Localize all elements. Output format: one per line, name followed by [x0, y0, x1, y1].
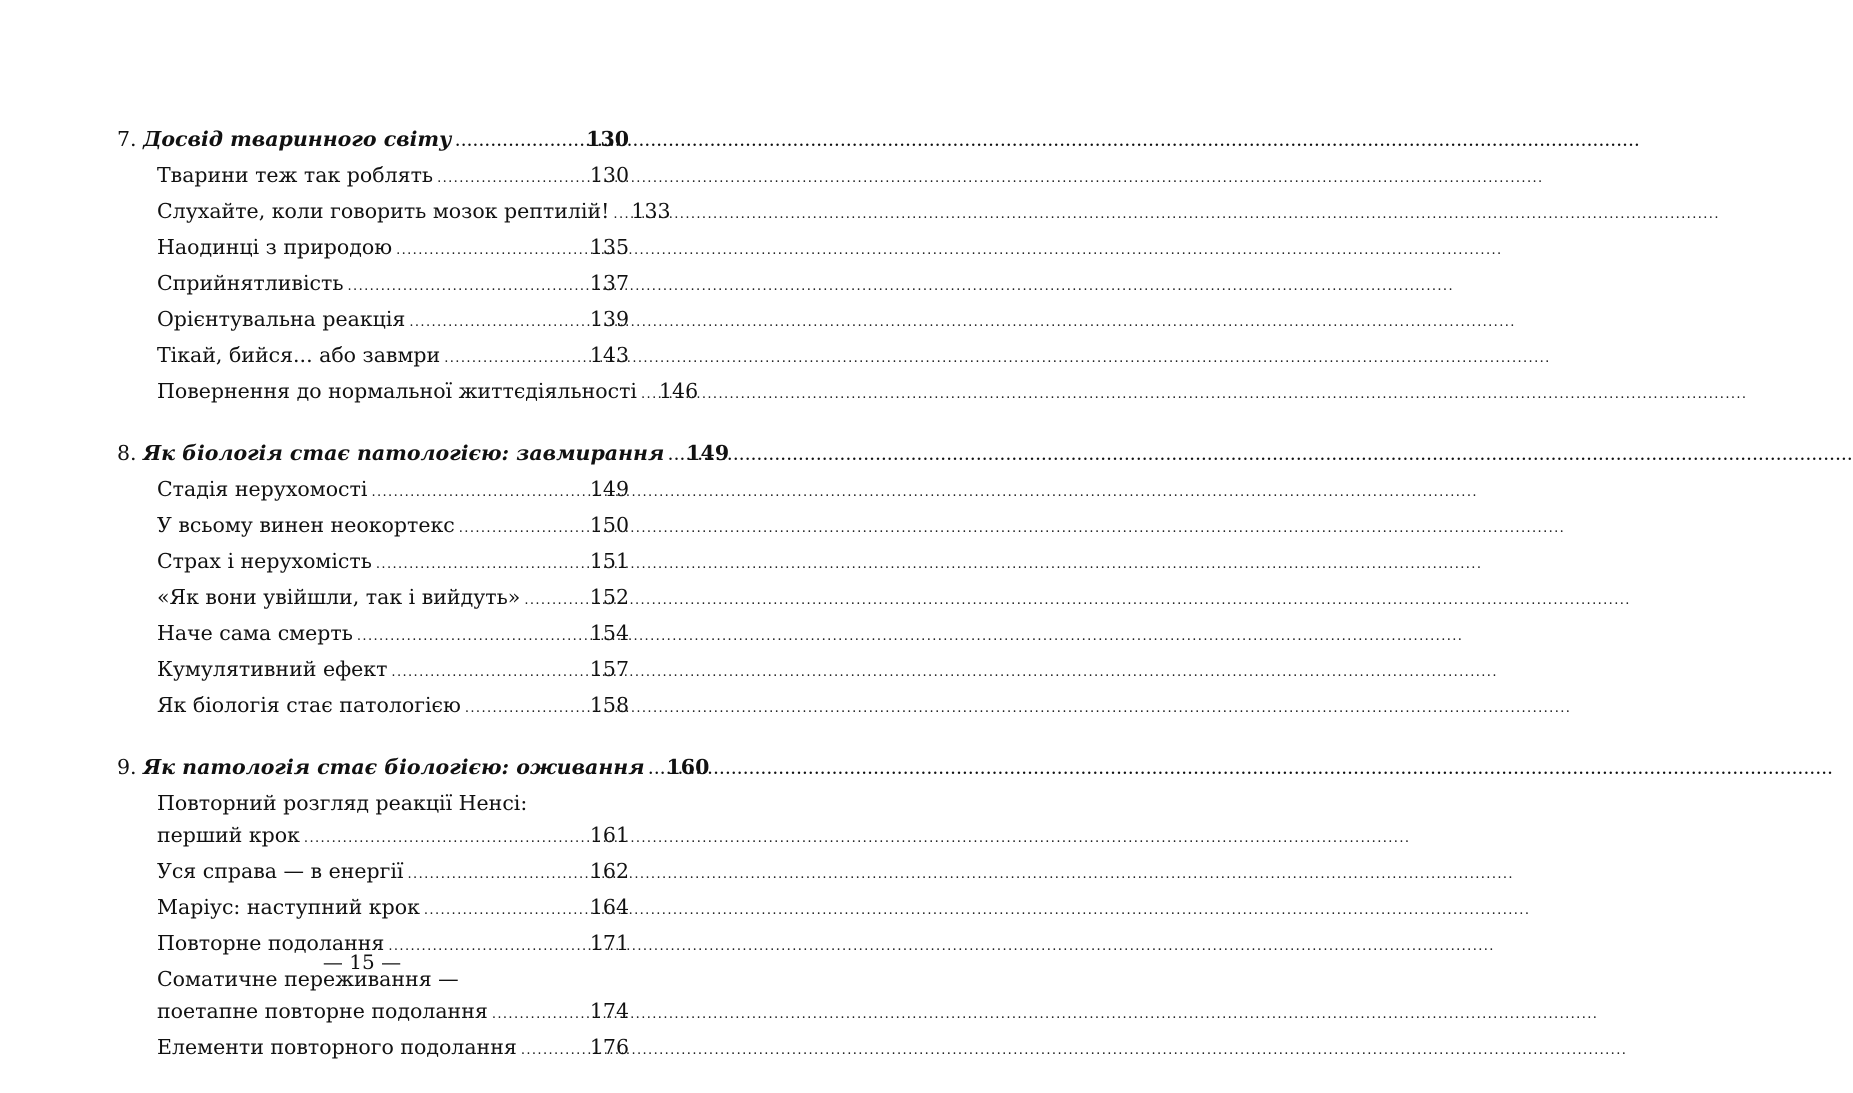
chapter-number: 9.	[117, 755, 137, 779]
toc-entry-page: 133	[631, 199, 671, 223]
toc-entry-title: Слухайте, коли говорить мозок рептилій!	[157, 199, 610, 223]
toc-entry-page: 157	[589, 657, 629, 681]
chapter-heading	[117, 123, 629, 159]
dot-leader	[444, 339, 586, 375]
toc-entry	[117, 303, 629, 339]
dot-leader	[304, 819, 586, 855]
dot-leader	[613, 195, 627, 231]
toc-entry	[117, 375, 699, 411]
toc-entry-page: 149	[589, 477, 629, 501]
toc-entry	[117, 267, 629, 303]
dot-leader	[524, 581, 586, 617]
toc-entry	[117, 689, 629, 725]
toc-entry-page: 162	[589, 859, 629, 883]
toc-entry-title: перший крок	[157, 823, 300, 847]
toc-entry-title: Сприйнятливість	[157, 271, 344, 295]
table-of-contents	[117, 123, 730, 1093]
toc-entry	[117, 787, 629, 819]
toc-entry-page: 139	[589, 307, 629, 331]
dot-leader	[455, 123, 582, 159]
chapter-number: 8.	[117, 441, 137, 465]
dot-leader	[641, 375, 655, 411]
toc-entry	[117, 195, 671, 231]
dot-leader	[668, 437, 682, 473]
toc-entry-page: 171	[589, 931, 629, 955]
toc-entry-title: Повторне подолання	[157, 931, 385, 955]
toc-entry-title: «Як вони увійшли, так і вийдуть»	[157, 585, 521, 609]
toc-entry-title: Повторний розгляд реакції Ненсі:	[157, 791, 528, 815]
chapter-block	[117, 751, 710, 1067]
toc-entry-page: 152	[589, 585, 629, 609]
dot-leader	[391, 653, 585, 689]
toc-entry-title: Наодинці з природою	[157, 235, 393, 259]
toc-entry-title: Як біологія стає патологією	[157, 693, 461, 717]
dot-leader	[437, 159, 586, 195]
toc-entry-title: поетапне повторне подолання	[157, 999, 488, 1023]
dot-leader	[459, 509, 586, 545]
toc-entry-title: Елементи повторного подолання	[157, 1035, 517, 1059]
dot-leader	[409, 303, 586, 339]
chapter-block	[117, 123, 699, 411]
toc-entry-title: Тікай, бийся... або завмри	[157, 343, 441, 367]
dot-leader	[521, 1031, 586, 1067]
toc-entry-title: Орієнтувальна реакція	[157, 307, 406, 331]
toc-entry-title: Страх і нерухомість	[157, 549, 372, 573]
toc-entry	[117, 617, 629, 653]
toc-entry-page: 154	[589, 621, 629, 645]
toc-entry	[117, 855, 629, 891]
dot-leader	[396, 231, 586, 267]
chapter-page: 160	[666, 755, 710, 779]
document-page	[0, 0, 730, 1059]
toc-entry	[117, 581, 629, 617]
chapter-page: 149	[686, 441, 730, 465]
dot-leader	[465, 689, 586, 725]
toc-entry-page: 143	[589, 343, 629, 367]
toc-entry-page: 150	[589, 513, 629, 537]
toc-entry	[117, 231, 629, 267]
chapter-title: Досвід тваринного світу	[143, 127, 452, 151]
toc-entry-page: 151	[589, 549, 629, 573]
dot-leader	[424, 891, 586, 927]
toc-entry-title: Тварини теж так роблять	[157, 163, 434, 187]
toc-entry-title: Повернення до нормальної життєдіяльності	[157, 379, 637, 403]
chapter-title: Як біологія стає патологією: завмирання	[143, 441, 665, 465]
toc-entry	[117, 1031, 629, 1067]
toc-entry	[117, 159, 629, 195]
toc-entry	[117, 653, 629, 689]
dot-leader	[649, 751, 663, 787]
dot-leader	[357, 617, 586, 653]
toc-entry	[117, 509, 629, 545]
toc-entry-title: Стадія нерухомості	[157, 477, 368, 501]
toc-entry-page: 158	[589, 693, 629, 717]
toc-entry	[117, 339, 629, 375]
toc-entry	[117, 995, 629, 1031]
chapter-block	[117, 437, 730, 725]
dot-leader	[492, 995, 586, 1031]
chapter-heading	[117, 751, 710, 787]
dot-leader	[408, 855, 586, 891]
toc-entry-page: 146	[659, 379, 699, 403]
toc-entry-title: Соматичне переживання —	[157, 967, 459, 991]
toc-entry-page: 135	[589, 235, 629, 259]
toc-entry-page: 137	[589, 271, 629, 295]
chapter-page: 130	[586, 127, 629, 151]
toc-entry-title: Наче сама смерть	[157, 621, 353, 645]
toc-entry	[117, 819, 629, 855]
toc-entry	[117, 545, 629, 581]
toc-entry-page: 164	[589, 895, 629, 919]
chapter-number: 7.	[117, 127, 137, 151]
toc-entry-page: 176	[589, 1035, 629, 1059]
dot-leader	[376, 545, 586, 581]
toc-entry-title: Уся справа — в енергії	[157, 859, 404, 883]
chapter-title: Як патологія стає біологією: оживання	[143, 755, 645, 779]
toc-entry-title: Кумулятивний ефект	[157, 657, 388, 681]
page-number: — 15 —	[322, 950, 402, 974]
toc-entry	[117, 473, 629, 509]
chapter-heading	[117, 437, 730, 473]
toc-entry-page: 130	[589, 163, 629, 187]
dot-leader	[348, 267, 586, 303]
toc-entry-title: Маріус: наступний крок	[157, 895, 420, 919]
toc-entry-page: 174	[589, 999, 629, 1023]
toc-entry-page: 161	[589, 823, 629, 847]
dot-leader	[371, 473, 585, 509]
toc-entry-title: У всьому винен неокортекс	[157, 513, 455, 537]
toc-entry	[117, 891, 629, 927]
